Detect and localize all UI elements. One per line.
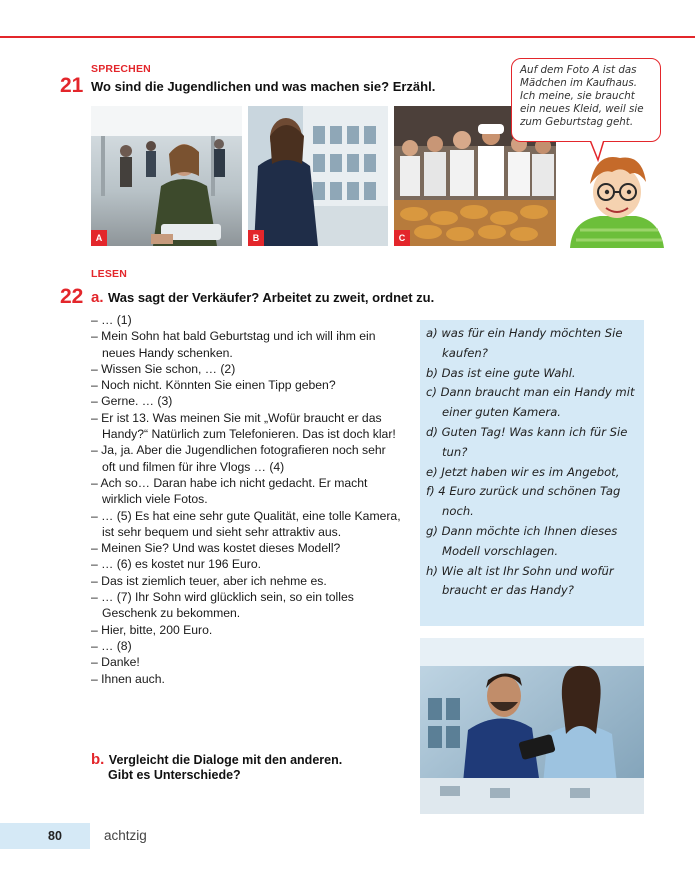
photo-a	[91, 106, 242, 246]
cartoon-boy-icon	[560, 140, 670, 248]
answer-option: h) Wie alt ist Ihr Sohn und wofür braucht er das Handy?	[426, 563, 614, 598]
photo-c-label: C	[394, 230, 410, 246]
dialog-line: – … (1)	[91, 313, 132, 327]
dialog-line: – Ihnen auch.	[91, 671, 165, 686]
answer-option: e) Jetzt haben wir es im Angebot,	[426, 464, 620, 479]
speech-bubble	[511, 58, 661, 142]
dialog-line: – … (7) Ihr Sohn wird glücklich sein, so ein tolles Geschenk zu bekommen.	[91, 590, 354, 621]
footer-band	[0, 823, 90, 849]
dialog-line: – Mein Sohn hat bald Geburtstag und ich will ihm ein neues Handy schenken.	[91, 329, 376, 360]
part-b-task-line1: Vergleicht die Dialoge mit den anderen.	[108, 753, 343, 767]
exercise-22b	[91, 751, 411, 769]
speech-bubble-text: Auf dem Foto A ist das Mädchen im Kaufhaus. Ich meine, sie braucht ein neues Kleid, weil sie zum Geburtstag geht.	[520, 64, 644, 128]
page-number: 80	[48, 829, 62, 843]
part-a-letter: a.	[91, 289, 104, 306]
dialog-line: – Meinen Sie? Und was kostet dieses Modell?	[91, 541, 341, 556]
photo-shop-assistant-image	[420, 638, 644, 814]
part-b-letter: b.	[91, 751, 105, 768]
dialog-line: – Gerne. … (3)	[91, 394, 173, 409]
dialog-list	[91, 312, 401, 687]
top-rule	[0, 36, 695, 38]
section-label-sprechen: SPRECHEN	[91, 63, 151, 75]
exercise-number-21: 21	[60, 74, 84, 97]
photo-b	[248, 106, 388, 246]
dialog-line: – … (5) Es hat eine sehr gute Qualität, eine tolle Kamera, ist sehr bequem und sieht sehr attraktiv aus.	[91, 508, 401, 539]
exercise-number-22: 22	[60, 285, 84, 308]
photo-b-image	[248, 106, 388, 246]
dialog-line: – Noch nicht. Könnten Sie einen Tipp geben?	[91, 378, 336, 393]
photo-a-label: A	[91, 230, 107, 246]
dialog-line: – Danke!	[91, 655, 140, 670]
dialog-line: – Er ist 13. Was meinen Sie mit „Wofür braucht er das Handy?“ Natürlich zum Telefonieren. Das ist doch klar!	[91, 410, 396, 442]
page-number-word: achtzig	[104, 828, 147, 843]
part-a-task: Was sagt der Verkäufer? Arbeitet zu zweit, ordnet zu.	[107, 290, 435, 305]
dialog-line: – Hier, bitte, 200 Euro.	[91, 622, 213, 637]
dialog-line: – Ach so… Daran habe ich nicht gedacht. Er macht wirklich viele Fotos.	[91, 475, 368, 507]
exercise-21-task: Wo sind die Jugendlichen und was machen sie? Erzähl.	[91, 79, 436, 94]
answer-option: c) Dann braucht man ein Handy mit einer guten Kamera.	[426, 385, 635, 420]
section-label-lesen: LESEN	[91, 268, 128, 280]
dialog-line: – … (6) es kostet nur 196 Euro.	[91, 557, 262, 572]
photo-shop-assistant	[420, 638, 644, 814]
answer-option: a) was für ein Handy möchten Sie kaufen?	[426, 326, 623, 360]
answer-option: f) 4 Euro zurück und schönen Tag noch.	[426, 484, 621, 519]
answer-options-box	[420, 320, 644, 626]
dialog-line: – Das ist ziemlich teuer, aber ich nehme es.	[91, 573, 327, 588]
dialog-line: – … (8)	[91, 638, 132, 653]
part-b-task-line2: Gibt es Unterschiede?	[108, 768, 241, 782]
dialog-line: – Ja, ja. Aber die Jugendlichen fotografieren noch sehr oft und filmen für ihre Vlogs … (4)	[91, 443, 386, 474]
exercise-22a	[91, 289, 434, 307]
photo-a-image	[91, 106, 242, 246]
answer-option: d) Guten Tag! Was kann ich für Sie tun?	[426, 424, 628, 459]
answer-option: g) Dann möchte ich Ihnen dieses Modell vorschlagen.	[426, 523, 618, 558]
dialog-line: – Wissen Sie schon, … (2)	[91, 361, 236, 376]
photo-b-label: B	[248, 230, 264, 246]
answer-option: b) Das ist eine gute Wahl.	[426, 365, 576, 380]
